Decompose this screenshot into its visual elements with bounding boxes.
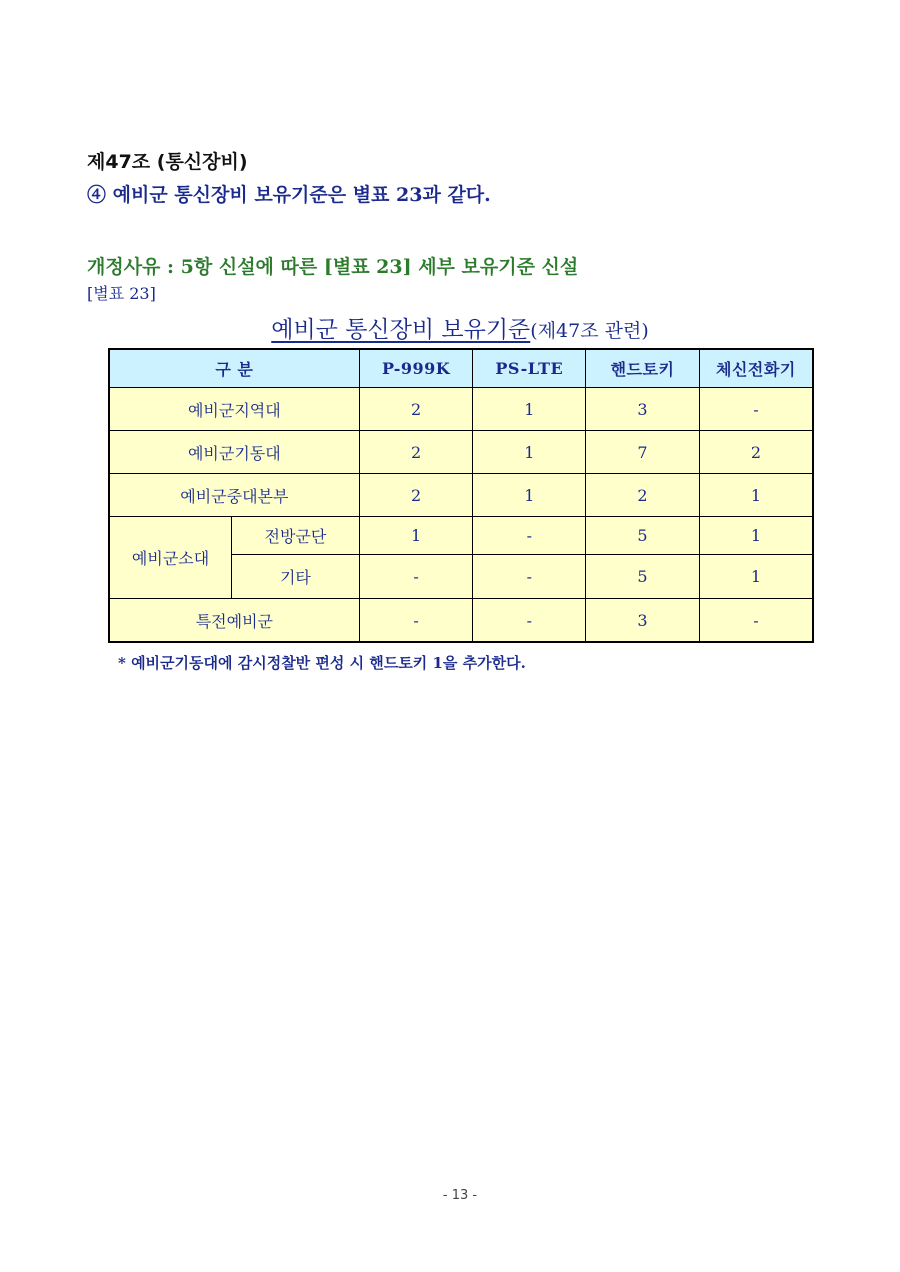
header-ps-lte: PS-LTE — [473, 349, 586, 388]
cell-value: 7 — [586, 431, 700, 474]
cell-value: - — [359, 599, 473, 643]
cell-value: - — [699, 388, 813, 431]
group-label: 예비군소대 — [109, 517, 232, 599]
header-category: 구 분 — [109, 349, 359, 388]
cell-value: 2 — [359, 388, 473, 431]
page-number: - 13 - — [442, 1188, 478, 1203]
row-label: 예비군중대본부 — [109, 474, 359, 517]
cell-value: 1 — [699, 555, 813, 599]
table-row — [109, 388, 813, 431]
table-row — [109, 599, 813, 643]
cell-value: 1 — [699, 474, 813, 517]
table-title — [0, 311, 900, 344]
cell-value: - — [473, 599, 586, 643]
cell-value: 1 — [473, 388, 586, 431]
header-handtalkie: 핸드토키 — [586, 349, 700, 388]
subrow-label: 기타 — [232, 555, 360, 599]
cell-value: 1 — [473, 474, 586, 517]
cell-value: 3 — [586, 388, 700, 431]
row-label: 예비군지역대 — [109, 388, 359, 431]
table-header-row — [109, 349, 813, 388]
article-title: 제47조 (통신장비) — [87, 151, 248, 173]
cell-value: - — [699, 599, 813, 643]
table-title-sub: (제47조 관련) — [530, 320, 649, 342]
header-field-phone: 체신전화기 — [699, 349, 813, 388]
cell-value: 2 — [359, 474, 473, 517]
cell-value: - — [359, 555, 473, 599]
cell-value: - — [473, 555, 586, 599]
footnote: * 예비군기동대에 감시정찰반 편성 시 핸드토키 1을 추가한다. — [118, 654, 526, 672]
cell-value: 1 — [359, 517, 473, 555]
table-reference: [별표 23] — [87, 284, 156, 303]
cell-value: 2 — [699, 431, 813, 474]
clause-text: ④ 예비군 통신장비 보유기준은 별표 23과 같다. — [87, 184, 491, 206]
cell-value: 3 — [586, 599, 700, 643]
row-label: 예비군기동대 — [109, 431, 359, 474]
equipment-standard-table — [108, 348, 814, 643]
subrow-label: 전방군단 — [232, 517, 360, 555]
cell-value: 2 — [359, 431, 473, 474]
cell-value: 5 — [586, 555, 700, 599]
amendment-reason: 개정사유 : 5항 신설에 따른 [별표 23] 세부 보유기준 신설 — [87, 256, 579, 278]
header-p999k: P-999K — [359, 349, 473, 388]
cell-value: 5 — [586, 517, 700, 555]
cell-value: 2 — [586, 474, 700, 517]
table-row — [109, 431, 813, 474]
table-title-main: 예비군 통신장비 보유기준 — [271, 317, 531, 343]
cell-value: 1 — [699, 517, 813, 555]
cell-value: 1 — [473, 431, 586, 474]
table-row — [109, 474, 813, 517]
table-row — [109, 517, 813, 555]
row-label: 특전예비군 — [109, 599, 359, 643]
cell-value: - — [473, 517, 586, 555]
